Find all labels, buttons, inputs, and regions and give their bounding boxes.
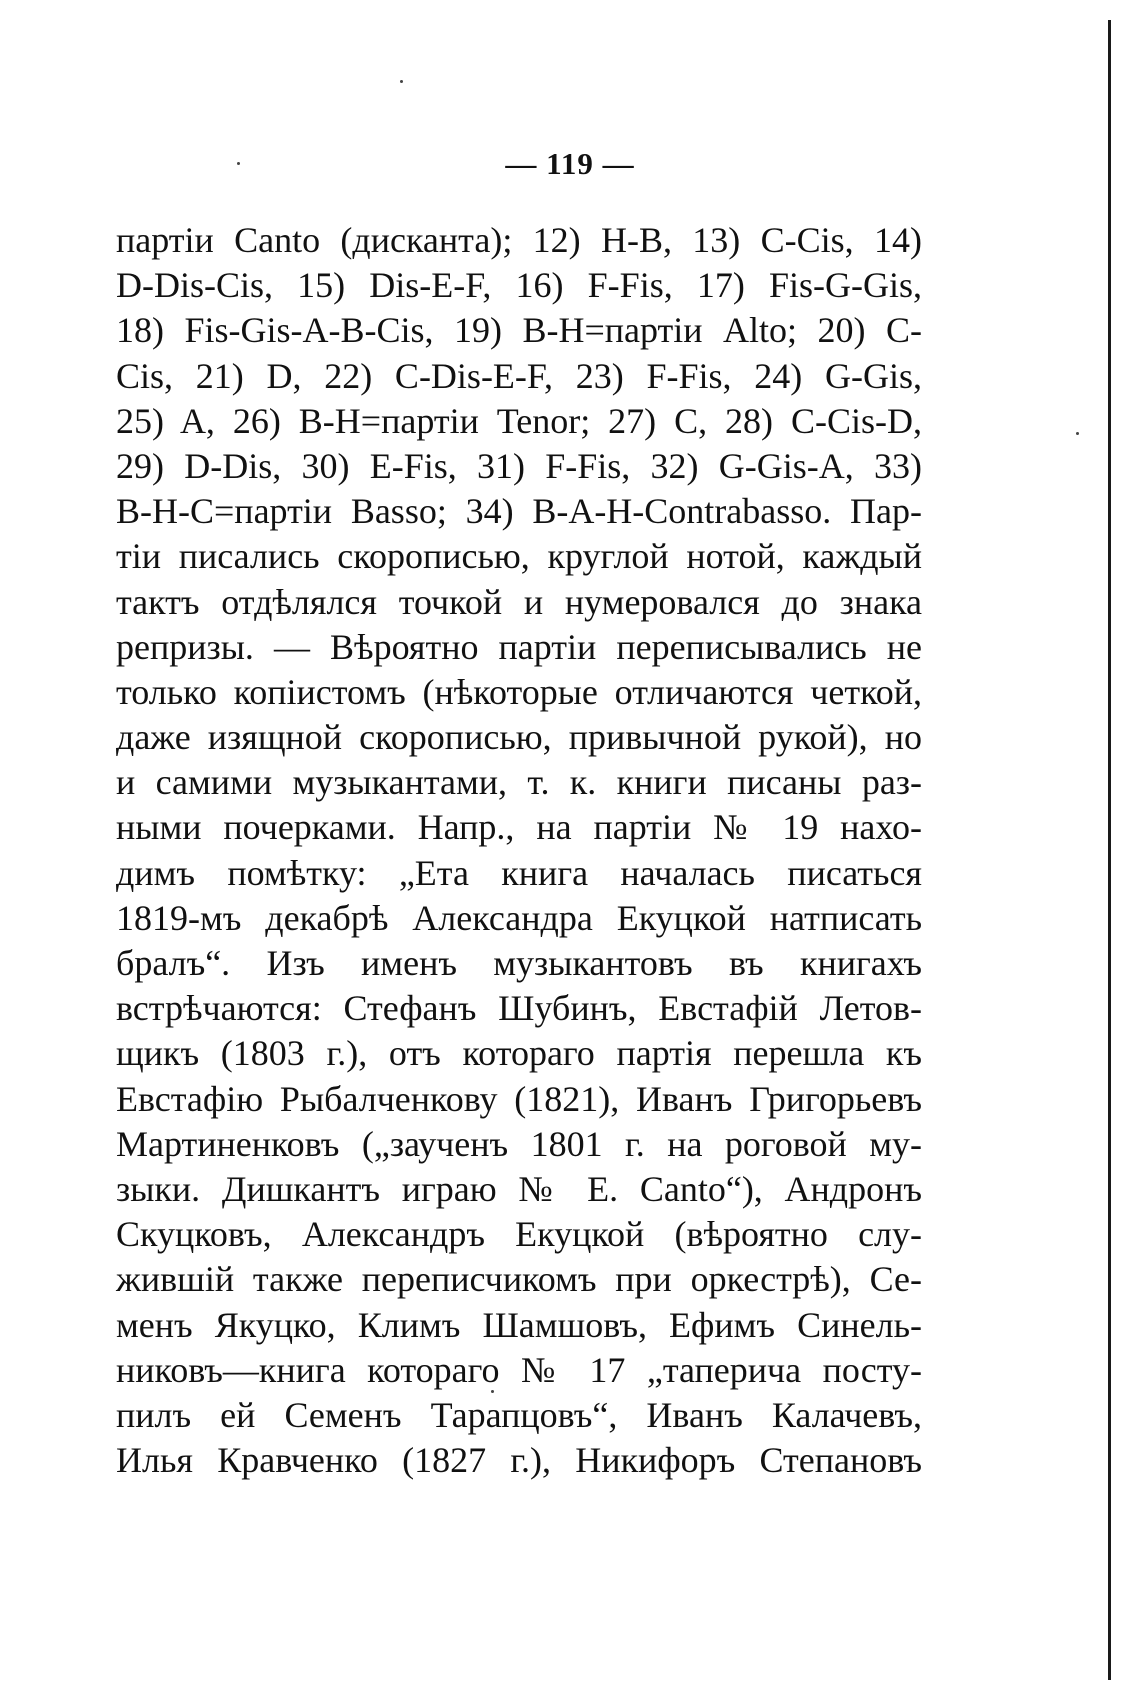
text-line: Скуцковъ, Александръ Екуцкой (вѣроятно слу- xyxy=(116,1214,922,1255)
text-line: Мартиненковъ („заученъ 1801 г. на роговой му- xyxy=(116,1123,922,1164)
text-line: Евстафію Рыбалченкову (1821), Иванъ Григорьевъ xyxy=(116,1078,922,1119)
text-line: только копіистомъ (нѣкоторые отличаются четкой, xyxy=(116,671,922,712)
text-line: Илья Кравченко (1827 г.), Никифоръ Степановъ xyxy=(116,1440,922,1481)
text-line: ными почерками. Напр., на партіи № 19 нахо- xyxy=(116,807,922,848)
text-line: Cis, 21) D, 22) C-Dis-E-F, 23) F-Fis, 24) G-Gis, xyxy=(116,355,922,396)
text-line: встрѣчаются: Стефанъ Шубинъ, Евстафій Летов- xyxy=(116,988,922,1029)
text-line: жившій также переписчикомъ при оркестрѣ), Се- xyxy=(116,1259,922,1300)
body-text xyxy=(116,218,922,1483)
text-line: зыки. Дишкантъ играю № E. Canto“), Андронъ xyxy=(116,1168,922,1209)
page-edge-rule xyxy=(1108,20,1111,1680)
text-line: 25) A, 26) B-H=партіи Tenor; 27) C, 28) C-Cis-D, xyxy=(116,400,922,441)
text-line: бралъ“. Изъ именъ музыкантовъ въ книгахъ xyxy=(116,943,922,983)
text-line: тактъ отдѣлялся точкой и нумеровался до знака xyxy=(116,581,922,622)
text-line: B-H-C=партіи Basso; 34) B-A-H-Contrabasso. Пар- xyxy=(116,491,922,532)
text-line: 18) Fis-Gis-A-B-Cis, 19) B-H=партіи Alto; 20) C- xyxy=(116,310,922,351)
text-line: никовъ—книга котораго № 17 „таперича посту- xyxy=(116,1349,922,1390)
text-line: даже изящной скорописью, привычной рукой), но xyxy=(116,717,922,758)
text-line: димъ помѣтку: „Ета книга началась писаться xyxy=(116,852,922,893)
text-line: партіи Canto (дисканта); 12) H-B, 13) C-Cis, 14) xyxy=(116,220,922,260)
text-line: щикъ (1803 г.), отъ котораго партія перешла къ xyxy=(116,1033,922,1074)
text-line: 29) D-Dis, 30) E-Fis, 31) F-Fis, 32) G-Gis-A, 33) xyxy=(116,445,922,486)
text-line: пилъ ей Семенъ Тарапцовъ“, Иванъ Калачевъ, xyxy=(116,1394,922,1435)
print-speck xyxy=(400,80,403,83)
text-line: менъ Якуцко, Климъ Шамшовъ, Ефимъ Синель- xyxy=(116,1304,922,1345)
text-line: и самими музыкантами, т. к. книги писаны раз- xyxy=(116,762,922,803)
page-number: — 119 — xyxy=(505,146,635,181)
text-line: тіи писались скорописью, круглой нотой, каждый xyxy=(116,536,922,577)
text-line: 1819-мъ декабрѣ Александра Екуцкой натписать xyxy=(116,897,922,938)
text-line: репризы. — Вѣроятно партіи переписывались не xyxy=(116,626,922,667)
text-line: D-Dis-Cis, 15) Dis-E-F, 16) F-Fis, 17) Fis-G-Gis, xyxy=(116,265,922,306)
print-speck xyxy=(1076,432,1079,435)
